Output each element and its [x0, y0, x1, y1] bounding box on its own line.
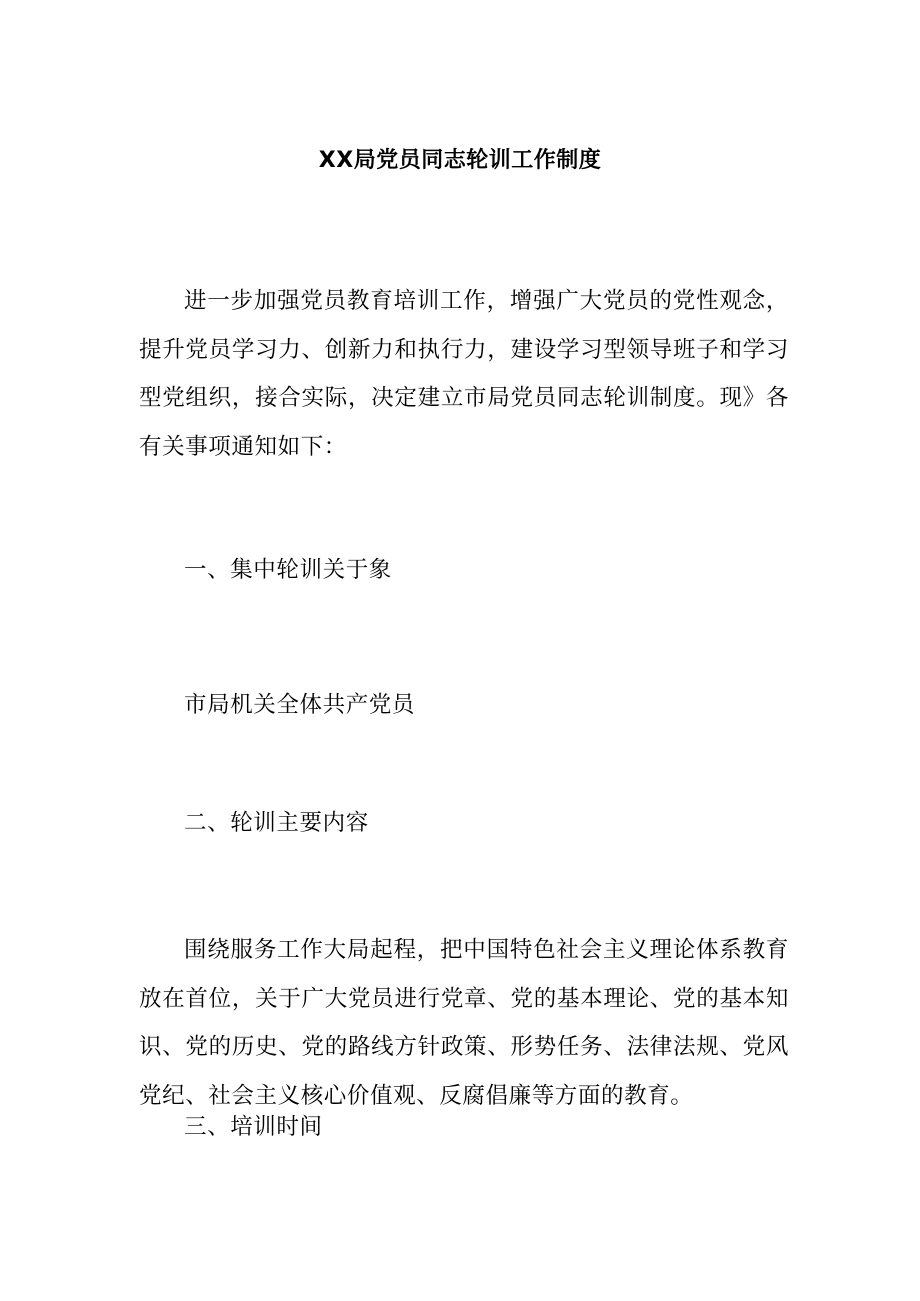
- section-2-heading: 二、轮训主要内容: [184, 810, 369, 836]
- section-1-heading: 一、集中轮训关于象: [184, 557, 392, 583]
- intro-paragraph: 进一步加强党员教育培训工作，增强广大党员的党性观念，提升党员学习力、创新力和执行力，建设学习型领导班子和学习型党组织，接合实际，决定建立市局党员同志轮训制度。现》各有关事项通知如下：: [139, 288, 789, 460]
- section-3-heading: 三、培训时间: [184, 1114, 323, 1140]
- document-title: XX局党员同志轮训工作制度: [318, 148, 602, 173]
- section-2-body: 围绕服务工作大局起程，把中国特色社会主义理论体系教育放在首位，关于广大党员进行党章、党的基本理论、党的基本知识、党的历史、党的路线方针政策、形势任务、法律法规、党风党纪、社会主义核心价值观、反腐倡廉等方面的教育。: [139, 937, 789, 1109]
- section-1-body: 市局机关全体共产党员: [184, 692, 416, 718]
